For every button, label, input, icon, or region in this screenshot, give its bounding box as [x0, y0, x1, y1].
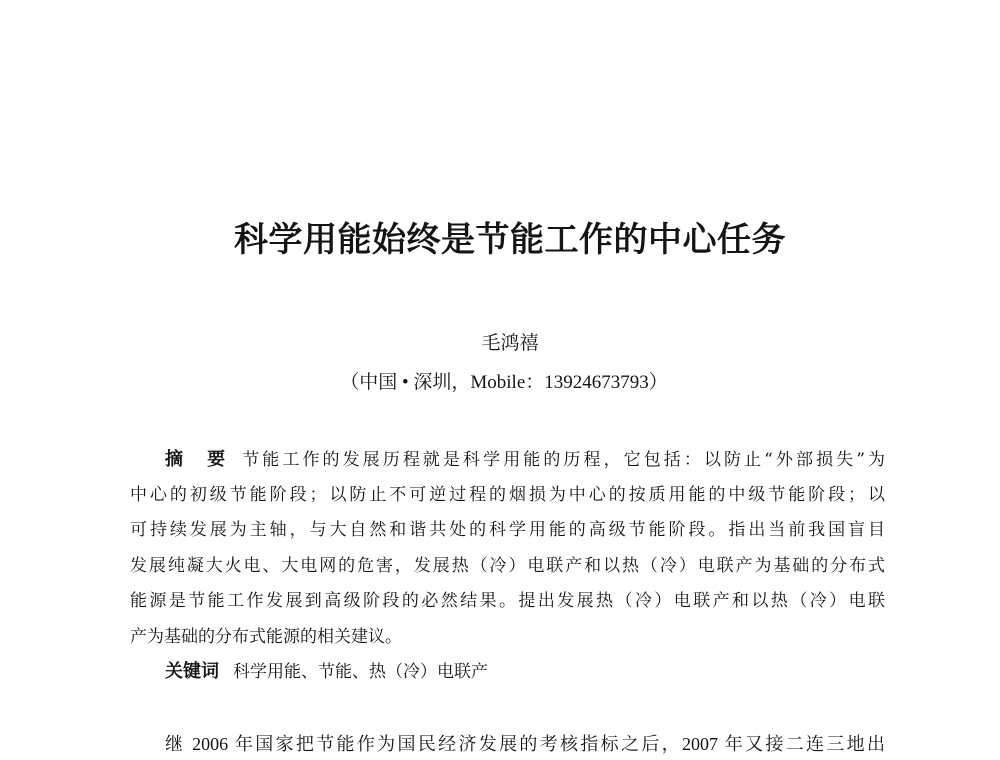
paper-title: 科学用能始终是节能工作的中心任务 [234, 220, 786, 260]
abstract-line [130, 442, 885, 478]
abstract-line: 中心的初级节能阶段；以防止不可逆过程的烟损为中心的按质用能的中级节能阶段；以 [130, 484, 885, 505]
keywords-label: 关键词 [165, 661, 219, 682]
abstract-section [130, 442, 885, 656]
abstract-label: 摘 要 [165, 449, 229, 470]
body-line: 继 2006 年国家把节能作为国民经济发展的考核指标之后，2007 年又接二连三地出 [165, 734, 885, 754]
abstract-line: 发展纯凝大火电、大电网的危害，发展热（冷）电联产和以热（冷）电联产为基础的分布式 [130, 555, 885, 576]
abstract-line: 能源是节能工作发展到高级阶段的必然结果。提出发展热（冷）电联产和以热（冷）电联 [130, 591, 885, 612]
abstract-line-text: 节能工作的发展历程就是科学用能的历程，它包括：以防止“外部损失”为 [242, 450, 885, 470]
abstract-line: 可持续发展为主轴，与大自然和谐共处的科学用能的高级节能阶段。指出当前我国盲目 [130, 520, 885, 541]
keywords-section [165, 655, 885, 689]
body-section [165, 729, 885, 759]
author-name: 毛鸿禧 [481, 332, 539, 354]
author-affiliation: （中国 • 深圳，Mobile：13924673793） [340, 372, 668, 393]
abstract-line: 产为基础的分布式能源的相关建议。 [130, 626, 402, 647]
keywords-text: 科学用能、节能、热（冷）电联产 [233, 662, 488, 682]
